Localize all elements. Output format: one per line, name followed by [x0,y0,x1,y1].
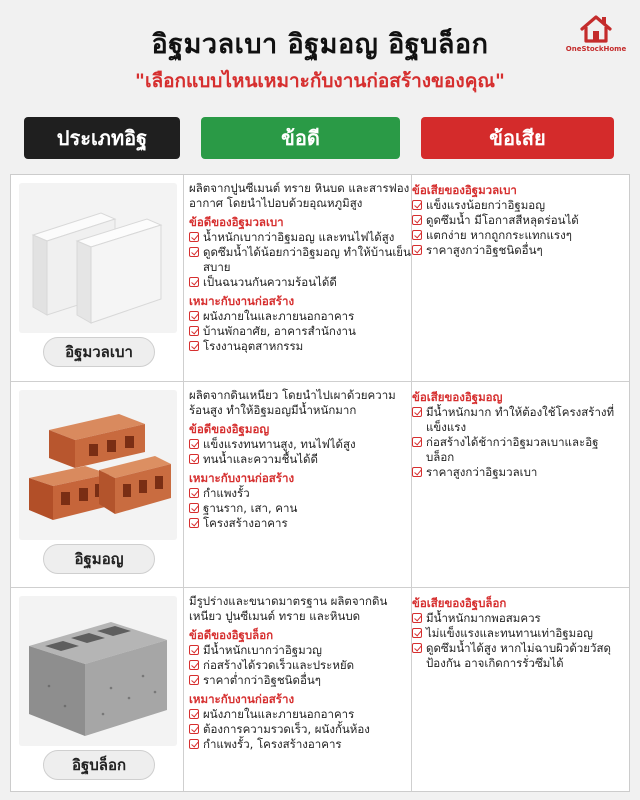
brick-row-block [11,587,629,790]
column-header-cons: ข้อเสีย [421,117,614,159]
checkbox-icon [189,660,199,670]
checkbox-icon [412,643,422,653]
cons-item: ดูดซึมน้ำได้สูง หากไม่ฉาบผิวด้วยวัสดุป้องกัน อาจเกิดการรั่วซึมได้ [412,641,622,671]
brick-name-block: อิฐบล็อก [43,750,155,780]
cons-item: ดูดซึมน้ำ มีโอกาสสีหลุดร่อนได้ [412,213,622,228]
brick-description: ผลิตจากดินเหนียว โดยนำไปเผาด้วยความร้อนสูง ทำให้อิฐมอญมีน้ำหนักมาก [189,388,396,417]
brick-name-aac: อิฐมวลเบา [43,337,155,367]
checkbox-icon [189,724,199,734]
checkbox-icon [412,230,422,240]
comparison-table [10,174,630,792]
pros-item: ราคาต่ำกว่าอิฐชนิดอื่นๆ [189,673,411,688]
checkbox-icon [189,311,199,321]
uses-item: ฐานราก, เสา, คาน [189,501,411,516]
pros-title: ข้อดีของอิฐมวลเบา [189,215,284,229]
column-header-type: ประเภทอิฐ [24,117,180,159]
uses-item: ผนังภายในและภายนอกอาคาร [189,309,411,324]
brick-description: ผลิตจากปูนซีเมนต์ ทราย หินบด และสารฟองอากาศ โดยนำไปอบด้วยอุณหภูมิสูง [189,181,410,210]
uses-item: ต้องการความรวดเร็ว, ผนังกั้นห้อง [189,722,411,737]
checkbox-icon [189,488,199,498]
cons-item: แข็งแรงน้อยกว่าอิฐมอญ [412,198,622,213]
checkbox-icon [189,709,199,719]
concrete-block-image [19,596,177,746]
checkbox-icon [412,628,422,638]
checkbox-icon [189,503,199,513]
checkbox-icon [412,467,422,477]
cons-title: ข้อเสียของอิฐมอญ [412,390,503,404]
page-title: อิฐมวลเบา อิฐมอญ อิฐบล็อก [151,29,489,60]
logo-text: OneStockHome [565,45,627,53]
house-logo-icon [579,14,613,44]
clay-brick-image [19,390,177,540]
checkbox-icon [412,200,422,210]
pros-item: ดูดซึมน้ำได้น้อยกว่าอิฐมอญ ทำให้บ้านเย็นสบาย [189,245,411,275]
pros-item: ก่อสร้างได้รวดเร็วและประหยัด [189,658,411,673]
cons-item: มีน้ำหนักมาก ทำให้ต้องใช้โครงสร้างที่แข็งแรง [412,405,622,435]
cons-item: มีน้ำหนักมากพอสมควร [412,611,622,626]
pros-title: ข้อดีของอิฐบล็อก [189,628,274,642]
uses-title: เหมาะกับงานก่อสร้าง [189,692,295,706]
checkbox-icon [189,739,199,749]
column-header-pros: ข้อดี [201,117,400,159]
uses-item: กำแพงรั้ว [189,486,411,501]
uses-item: กำแพงรั้ว, โครงสร้างอาคาร [189,737,411,752]
checkbox-icon [189,439,199,449]
checkbox-icon [189,454,199,464]
uses-item: บ้านพักอาศัย, อาคารสำนักงาน [189,324,411,339]
checkbox-icon [189,341,199,351]
checkbox-icon [412,215,422,225]
checkbox-icon [189,675,199,685]
checkbox-icon [189,277,199,287]
checkbox-icon [189,645,199,655]
brick-description: มีรูปร่างและขนาดมาตรฐาน ผลิตจากดินเหนียว ปูนซีเมนต์ ทราย และหินบด [189,594,388,623]
cons-item: ไม่แข็งแรงและทนทานเท่าอิฐมอญ [412,626,622,641]
checkbox-icon [189,518,199,528]
brick-row-clay [11,381,629,584]
brick-name-clay: อิฐมอญ [43,544,155,574]
checkbox-icon [189,247,199,257]
aac-brick-image [19,183,177,333]
pros-title: ข้อดีของอิฐมอญ [189,422,270,436]
cons-title: ข้อเสียของอิฐมวลเบา [412,183,517,197]
checkbox-icon [412,437,422,447]
pros-item: น้ำหนักเบากว่าอิฐมอญ และทนไฟได้สูง [189,230,411,245]
cons-item: ราคาสูงกว่าอิฐมวลเบา [412,465,622,480]
uses-title: เหมาะกับงานก่อสร้าง [189,294,295,308]
uses-item: โครงสร้างอาคาร [189,516,411,531]
uses-item: ผนังภายในและภายนอกอาคาร [189,707,411,722]
checkbox-icon [412,245,422,255]
checkbox-icon [412,613,422,623]
cons-item: แตกง่าย หากถูกกระแทกแรงๆ [412,228,622,243]
checkbox-icon [412,407,422,417]
page-subtitle: "เลือกแบบไหนเหมาะกับงานก่อสร้างของคุณ" [135,70,505,92]
pros-item: แข็งแรงทนทานสูง, ทนไฟได้สูง [189,437,411,452]
pros-item: ทนน้ำและความชื้นได้ดี [189,452,411,467]
pros-item: มีน้ำหนักเบากว่าอิฐมวญ [189,643,411,658]
checkbox-icon [189,232,199,242]
cons-title: ข้อเสียของอิฐบล็อก [412,596,507,610]
checkbox-icon [189,326,199,336]
brand-logo [564,14,628,60]
cons-item: ราคาสูงกว่าอิฐชนิดอื่นๆ [412,243,622,258]
brick-row-aac [11,175,629,378]
uses-title: เหมาะกับงานก่อสร้าง [189,471,295,485]
cons-item: ก่อสร้างได้ช้ากว่าอิฐมวลเบาและอิฐบล็อก [412,435,622,465]
pros-item: เป็นฉนวนกันความร้อนได้ดี [189,275,411,290]
uses-item: โรงงานอุตสาหกรรม [189,339,411,354]
